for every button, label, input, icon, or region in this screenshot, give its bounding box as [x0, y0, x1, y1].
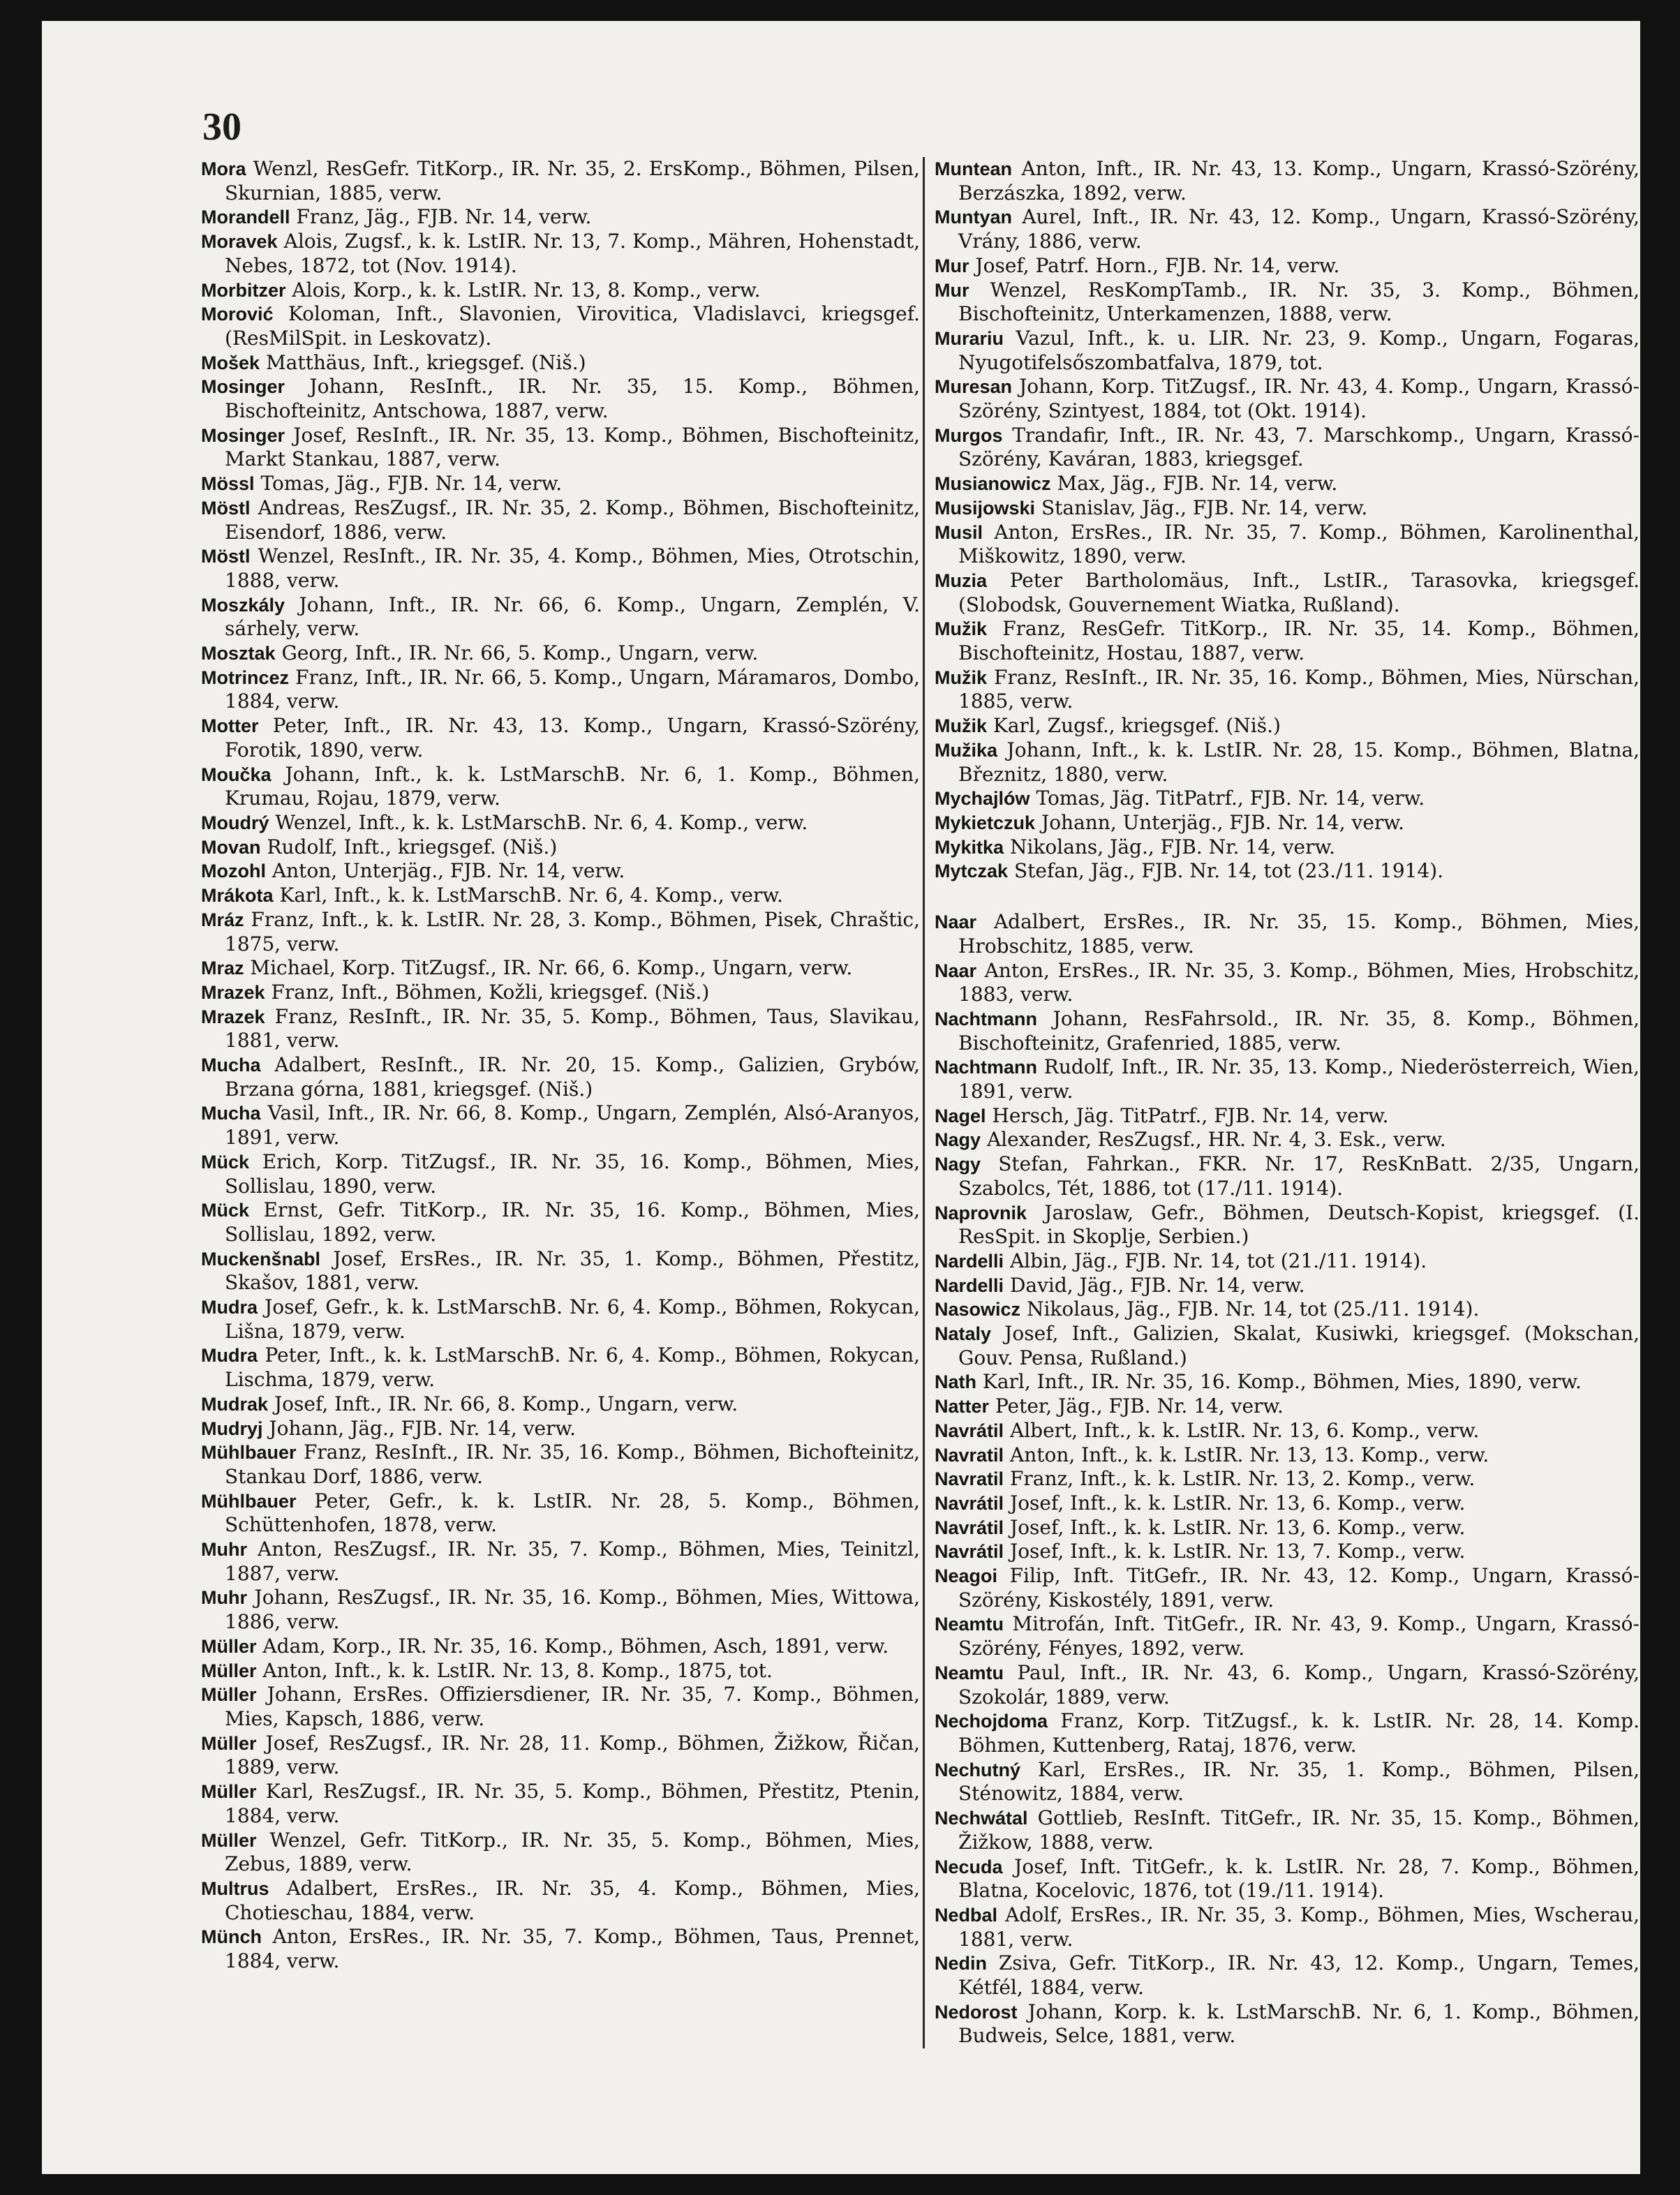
entry-details: Anton, Inft., IR. Nr. 43, 13. Komp., Ungarn, Krassó-Szörény, Berzászka, 1892, verw.	[958, 157, 1640, 204]
list-entry	[201, 1441, 920, 1489]
entry-surname: Multrus	[201, 1877, 269, 1899]
list-entry	[935, 811, 1640, 835]
entry-surname: Nechwátal	[935, 1808, 1028, 1829]
entry-details: Karl, ResZugsf., IR. Nr. 35, 5. Komp., Böhmen, Přestitz, Ptenin, 1884, verw.	[225, 1780, 920, 1827]
entry-surname: Müller	[201, 1660, 257, 1681]
entry-surname: Nechutný	[935, 1759, 1021, 1780]
entry-details: Josef, ResInft., IR. Nr. 35, 13. Komp., Böhmen, Bischofteinitz, Markt Stankau, 1887, verw.	[225, 423, 920, 471]
entry-surname: Nechojdoma	[935, 1711, 1048, 1732]
entry-details: Karl, Inft., k. k. LstMarschB. Nr. 6, 4. Komp., verw.	[279, 884, 783, 907]
entry-surname: Musil	[935, 521, 983, 543]
list-entry	[935, 1709, 1640, 1757]
list-entry	[201, 1635, 920, 1659]
entry-details: Franz, ResInft., IR. Nr. 35, 16. Komp., Böhmen, Bichofteinitz, Stankau Dorf, 1886, verw.	[225, 1441, 920, 1488]
entry-details: Johann, Inft., IR. Nr. 66, 6. Komp., Ungarn, Zemplén, V. sárhely, verw.	[225, 593, 921, 641]
entry-surname: Nagel	[935, 1105, 986, 1126]
list-entry	[935, 157, 1640, 205]
right-column	[923, 157, 1640, 2048]
entry-surname: Navrátil	[935, 1541, 1004, 1563]
entry-surname: Navratil	[935, 1468, 1004, 1490]
list-entry	[201, 472, 920, 496]
entry-surname: Moszkály	[201, 594, 285, 616]
list-entry	[935, 1903, 1640, 1951]
list-entry	[201, 666, 920, 714]
entry-details: Ernst, Gefr. TitKorp., IR. Nr. 35, 16. Komp., Böhmen, Mies, Sollislau, 1892, verw.	[225, 1198, 920, 1246]
entry-details: Johann, ResZugsf., IR. Nr. 35, 16. Komp., Böhmen, Mies, Wittowa, 1886, verw.	[225, 1586, 921, 1634]
entry-surname: Moravek	[201, 231, 278, 253]
entry-surname: Mudrak	[201, 1393, 269, 1415]
list-entry	[201, 1877, 920, 1925]
entry-surname: Mora	[201, 158, 246, 179]
list-entry	[935, 738, 1640, 787]
list-entry	[935, 1758, 1640, 1806]
entry-details: Alexander, ResZugsf., HR. Nr. 4, 3. Esk., verw.	[986, 1128, 1446, 1152]
list-entry	[201, 1659, 920, 1683]
list-entry	[201, 1683, 920, 1731]
entry-details: Hersch, Jäg. TitPatrf., FJB. Nr. 14, verw.	[992, 1103, 1389, 1127]
entry-surname: Necuda	[935, 1856, 1003, 1877]
entry-surname: Mozohl	[201, 861, 266, 882]
list-entry	[201, 351, 920, 375]
list-entry	[935, 1661, 1640, 1709]
list-entry	[201, 1150, 920, 1198]
entry-surname: Müller	[201, 1635, 257, 1657]
entry-surname: Mühlbauer	[201, 1490, 297, 1512]
entry-surname: Mudryj	[201, 1418, 263, 1439]
entry-surname: Mudra	[201, 1345, 258, 1367]
list-entry	[201, 1538, 920, 1586]
entry-details: Matthäus, Inft., kriegsgef. (Niš.)	[265, 350, 586, 374]
entry-surname: Mudra	[201, 1297, 258, 1318]
entry-surname: Mucha	[201, 1055, 261, 1076]
list-entry	[201, 641, 920, 666]
entry-details: Anton, ErsRes., IR. Nr. 35, 3. Komp., Böhmen, Mies, Hrobschitz, 1883, verw.	[958, 958, 1640, 1006]
entry-surname: Muzia	[935, 570, 988, 591]
list-entry	[201, 302, 920, 350]
entry-details: Alois, Zugsf., k. k. LstIR. Nr. 13, 7. Komp., Mähren, Hohenstadt, Nebes, 1872, tot (Nov. 1914).	[225, 230, 920, 277]
entry-details: Nikolaus, Jäg., FJB. Nr. 14, tot (25./11. 1914).	[1026, 1297, 1480, 1321]
entry-details: Johann, Korp. k. k. LstMarschB. Nr. 6, 1. Komp., Böhmen, Budweis, Selce, 1881, verw.	[958, 2000, 1640, 2048]
entry-surname: Nagy	[935, 1154, 981, 1175]
entry-surname: Mytczak	[935, 861, 1009, 882]
entry-details: Josef, Inft., k. k. LstIR. Nr. 13, 7. Komp., verw.	[1009, 1540, 1466, 1563]
list-entry	[935, 278, 1640, 327]
entry-surname: Naar	[935, 912, 977, 933]
entry-surname: Möstl	[201, 546, 251, 567]
entry-surname: Mrazek	[201, 1006, 265, 1027]
entry-details: Gottlieb, ResInft. TitGefr., IR. Nr. 35, 15. Komp., Böhmen, Žižkow, 1888, verw.	[958, 1806, 1640, 1854]
entry-surname: Nardelli	[935, 1274, 1004, 1296]
list-entry	[935, 859, 1640, 884]
entry-surname: Navratil	[935, 1444, 1004, 1466]
list-entry	[935, 2000, 1640, 2048]
list-entry	[201, 1829, 920, 1877]
list-entry	[935, 1540, 1640, 1564]
list-entry	[935, 1612, 1640, 1660]
entry-details: Wenzel, ResInft., IR. Nr. 35, 4. Komp., Böhmen, Mies, Otrotschin, 1888, verw.	[225, 544, 920, 592]
entry-surname: Nedorost	[935, 2001, 1018, 2023]
entry-details: Karl, Zugsf., kriegsgef. (Niš.)	[993, 714, 1281, 738]
entry-details: Albert, Inft., k. k. LstIR. Nr. 13, 6. Komp., verw.	[1009, 1418, 1480, 1442]
entry-details: Tomas, Jäg., FJB. Nr. 14, verw.	[260, 472, 563, 496]
entry-surname: Morović	[201, 304, 274, 325]
section-gap	[935, 884, 1640, 910]
list-entry	[201, 884, 920, 908]
entry-surname: Nardelli	[935, 1250, 1004, 1272]
entry-surname: Morbitzer	[201, 279, 286, 301]
entry-details: Josef, Gefr., k. k. LstMarschB. Nr. 6, 4. Komp., Böhmen, Rokycan, Lišna, 1879, verw.	[225, 1295, 921, 1343]
entry-details: Josef, ErsRes., IR. Nr. 35, 1. Komp., Böhmen, Přestitz, Skašov, 1881, verw.	[225, 1247, 920, 1295]
entry-details: Johann, ResFahrsold., IR. Nr. 35, 8. Komp., Böhmen, Bischofteinitz, Grafenried, 1885, verw.	[958, 1006, 1640, 1055]
entry-details: Johann, Korp. TitZugsf., IR. Nr. 43, 4. Komp., Ungarn, Krassó-Szörény, Szintyest, 1884, tot (Okt. 1914).	[958, 375, 1640, 423]
entry-details: Josef, Patrf. Horn., FJB. Nr. 14, verw.	[975, 253, 1340, 277]
entry-surname: Motrincez	[201, 667, 290, 688]
list-entry	[935, 666, 1640, 714]
entry-surname: Muresan	[935, 376, 1013, 398]
list-entry	[201, 1489, 920, 1538]
list-entry	[201, 908, 920, 956]
entry-surname: Mužik	[935, 618, 988, 640]
entry-details: Vazul, Inft., k. u. LIR. Nr. 23, 9. Komp., Ungarn, Fogaras, Nyugotifelsőszombatfalva, 1879, tot.	[958, 326, 1640, 374]
list-entry	[935, 1201, 1640, 1249]
entry-details: Franz, Jäg., FJB. Nr. 14, verw.	[296, 205, 592, 229]
list-entry	[201, 714, 920, 762]
document-page	[42, 21, 1640, 2174]
list-entry	[935, 1128, 1640, 1152]
entry-details: Georg, Inft., IR. Nr. 66, 5. Komp., Ungarn, verw.	[281, 641, 759, 665]
list-entry	[935, 1855, 1640, 1903]
entry-surname: Mrazek	[201, 981, 265, 1003]
list-entry	[201, 230, 920, 278]
list-entry	[201, 1417, 920, 1441]
list-entry	[201, 1247, 920, 1295]
list-entry	[201, 375, 920, 423]
entry-details: Johann, ResInft., IR. Nr. 35, 15. Komp., Böhmen, Bischofteinitz, Antschowa, 1887, verw.	[225, 375, 920, 423]
list-entry	[935, 496, 1640, 521]
list-entry	[201, 859, 920, 884]
entry-surname: Murariu	[935, 327, 1004, 349]
list-entry	[935, 1394, 1640, 1419]
entry-details: Peter, Inft., IR. Nr. 43, 13. Komp., Ungarn, Krassó-Szörény, Forotik, 1890, verw.	[225, 714, 921, 761]
list-entry	[935, 1249, 1640, 1274]
list-entry	[935, 1322, 1640, 1370]
list-entry	[201, 763, 920, 811]
entry-details: Johann, Jäg., FJB. Nr. 14, verw.	[269, 1416, 577, 1440]
entry-details: Johann, Inft., k. k. LstIR. Nr. 28, 15. Komp., Böhmen, Blatna, Březnitz, 1880, verw.	[958, 738, 1640, 786]
list-entry	[201, 1344, 920, 1392]
entry-details: Peter, Inft., k. k. LstMarschB. Nr. 6, 4. Komp., Böhmen, Rokycan, Lischma, 1879, verw.	[225, 1344, 920, 1392]
entry-details: Andreas, ResZugsf., IR. Nr. 35, 2. Komp., Böhmen, Bischofteinitz, Eisendorf, 1886, verw.	[225, 496, 920, 544]
list-entry	[201, 1780, 920, 1828]
entry-details: Peter, Jäg., FJB. Nr. 14, verw.	[995, 1394, 1284, 1418]
entry-surname: Muhr	[201, 1539, 247, 1561]
entry-details: Johann, ErsRes. Offiziersdiener, IR. Nr. 35, 7. Komp., Böhmen, Mies, Kapsch, 1886, verw.	[225, 1683, 920, 1730]
list-entry	[201, 811, 920, 835]
entry-details: Anton, Inft., k. k. LstIR. Nr. 13, 13. Komp., verw.	[1009, 1443, 1489, 1466]
entry-details: Karl, ErsRes., IR. Nr. 35, 1. Komp., Böhmen, Pilsen, Sténowitz, 1884, verw.	[958, 1757, 1640, 1806]
entry-surname: Nedin	[935, 1953, 988, 1974]
entry-details: Aurel, Inft., IR. Nr. 43, 12. Komp., Ungarn, Krassó-Szörény, Vrány, 1886, verw.	[958, 205, 1640, 253]
list-entry	[935, 1055, 1640, 1103]
entry-surname: Müller	[201, 1732, 257, 1754]
entry-details: Wenzl, ResGefr. TitKorp., IR. Nr. 35, 2. ErsKomp., Böhmen, Pilsen, Skurnian, 1885, verw.	[225, 157, 920, 204]
entry-surname: Murgos	[935, 424, 1003, 446]
entry-details: Rudolf, Inft., IR. Nr. 35, 13. Komp., Niederösterreich, Wien, 1891, verw.	[958, 1055, 1640, 1103]
entry-details: Franz, ResGefr. TitKorp., IR. Nr. 35, 14. Komp., Böhmen, Bischofteinitz, Hostau, 1887, verw.	[958, 617, 1640, 665]
entry-surname: Navrátil	[935, 1492, 1004, 1514]
entry-surname: Motter	[201, 715, 259, 737]
entry-details: Tomas, Jäg. TitPatrf., FJB. Nr. 14, verw.	[1036, 787, 1425, 810]
list-entry	[201, 424, 920, 472]
entry-details: Mitrofán, Inft. TitGefr., IR. Nr. 43, 9. Komp., Ungarn, Krassó-Szörény, Fényes, 1892, verw.	[958, 1612, 1640, 1660]
entry-surname: Mužika	[935, 739, 998, 761]
entry-surname: Mucha	[201, 1103, 261, 1124]
list-entry	[201, 496, 920, 544]
entry-details: Michael, Korp. TitZugsf., IR. Nr. 66, 6. Komp., Ungarn, verw.	[250, 956, 853, 980]
list-entry	[935, 835, 1640, 860]
entry-details: Johann, Unterjäg., FJB. Nr. 14, verw.	[1041, 810, 1404, 834]
entry-details: Koloman, Inft., Slavonien, Virovitica, Vladislavci, kriegsgef. (ResMilSpit. in Leskovatz).	[225, 302, 920, 350]
entry-surname: Moučka	[201, 764, 272, 785]
entry-details: Josef, ResZugsf., IR. Nr. 28, 11. Komp., Böhmen, Žižkow, Řičan, 1889, verw.	[225, 1731, 920, 1779]
left-column	[201, 157, 920, 1974]
list-entry	[935, 327, 1640, 375]
list-entry	[935, 254, 1640, 278]
entry-surname: Münch	[201, 1926, 262, 1948]
list-entry	[201, 1392, 920, 1417]
entry-details: Zsiva, Gefr. TitKorp., IR. Nr. 43, 12. Komp., Ungarn, Temes, Kétfél, 1884, verw.	[958, 1951, 1640, 2000]
list-entry	[201, 1053, 920, 1101]
entry-details: Josef, Inft., Galizien, Skalat, Kusiwki, kriegsgef. (Mokschan, Gouv. Pensa, Rußland.)	[958, 1322, 1640, 1369]
list-entry	[935, 424, 1640, 472]
list-entry	[935, 472, 1640, 496]
entry-surname: Nedbal	[935, 1904, 998, 1926]
list-entry	[935, 714, 1640, 738]
entry-surname: Nachtmann	[935, 1057, 1038, 1078]
entry-details: Adalbert, ErsRes., IR. Nr. 35, 4. Komp., Böhmen, Mies, Chotieschau, 1884, verw.	[225, 1876, 920, 1924]
entry-details: Paul, Inft., IR. Nr. 43, 6. Komp., Ungarn, Krassó-Szörény, Szokolár, 1889, verw.	[958, 1660, 1640, 1709]
entry-details: Adam, Korp., IR. Nr. 35, 16. Komp., Böhmen, Asch, 1891, verw.	[262, 1634, 889, 1658]
list-entry	[935, 787, 1640, 811]
list-entry	[935, 205, 1640, 253]
entry-surname: Mrákota	[201, 885, 274, 907]
entry-surname: Mošek	[201, 352, 260, 373]
list-entry	[201, 1005, 920, 1053]
entry-surname: Morandell	[201, 207, 290, 228]
list-entry	[201, 593, 920, 641]
entry-details: Peter, Gefr., k. k. LstIR. Nr. 28, 5. Komp., Böhmen, Schüttenhofen, 1878, verw.	[225, 1489, 920, 1537]
list-entry	[935, 1516, 1640, 1540]
list-entry	[201, 278, 920, 303]
entry-surname: Mosinger	[201, 424, 285, 446]
entry-details: Vasil, Inft., IR. Nr. 66, 8. Komp., Ungarn, Zemplén, Alsó-Aranyos, 1891, verw.	[225, 1101, 920, 1149]
entry-surname: Mychajlów	[935, 788, 1030, 810]
entry-details: Anton, ResZugsf., IR. Nr. 35, 7. Komp., Böhmen, Mies, Teinitzl, 1887, verw.	[225, 1538, 920, 1585]
entry-surname: Mužik	[935, 667, 988, 688]
entry-surname: Mraz	[201, 958, 244, 979]
entry-surname: Naar	[935, 960, 977, 981]
list-entry	[935, 617, 1640, 665]
list-entry	[935, 1007, 1640, 1055]
entry-details: Franz, Inft., k. k. LstIR. Nr. 13, 2. Komp., verw.	[1009, 1467, 1475, 1491]
list-entry	[935, 1297, 1640, 1322]
entry-surname: Mössl	[201, 473, 255, 495]
entry-details: Josef, Inft., k. k. LstIR. Nr. 13, 6. Komp., verw.	[1009, 1491, 1466, 1515]
entry-details: Filip, Inft. TitGefr., IR. Nr. 43, 12. Komp., Ungarn, Krassó-Szörény, Kiskostély, 1891, verw.	[958, 1564, 1640, 1612]
list-entry	[201, 956, 920, 981]
entry-details: Adalbert, ResInft., IR. Nr. 20, 15. Komp., Galizien, Grybów, Brzana górna, 1881, kriegsgef. (Niš.)	[225, 1053, 920, 1101]
entry-surname: Musianowicz	[935, 473, 1051, 495]
list-entry	[935, 1370, 1640, 1394]
entry-surname: Müller	[201, 1684, 257, 1706]
entry-surname: Mück	[201, 1151, 250, 1173]
entry-surname: Nataly	[935, 1323, 992, 1345]
list-entry	[201, 1586, 920, 1634]
list-entry	[201, 1101, 920, 1149]
entry-surname: Muhr	[201, 1587, 247, 1609]
entry-surname: Natter	[935, 1396, 990, 1418]
entry-surname: Nagy	[935, 1129, 981, 1151]
list-entry	[935, 521, 1640, 569]
entry-details: Nikolans, Jäg., FJB. Nr. 14, verw.	[1009, 835, 1336, 858]
entry-details: Trandafir, Inft., IR. Nr. 43, 7. Marschkomp., Ungarn, Krassó-Szörény, Kaváran, 1883, kriegsgef.	[958, 423, 1640, 471]
list-entry	[935, 1491, 1640, 1516]
entry-details: Wenzel, ResKompTamb., IR. Nr. 35, 3. Komp., Böhmen, Bischofteinitz, Unterkamenzen, 1888, verw.	[958, 278, 1640, 326]
entry-surname: Mur	[935, 279, 969, 301]
entry-surname: Neagoi	[935, 1565, 998, 1587]
list-entry	[935, 569, 1640, 617]
list-entry	[935, 375, 1640, 423]
entry-surname: Mosztak	[201, 643, 276, 664]
entry-details: Albin, Jäg., FJB. Nr. 14, tot (21./11. 1914).	[1009, 1249, 1427, 1272]
entry-details: Josef, Inft. TitGefr., k. k. LstIR. Nr. 28, 7. Komp., Böhmen, Blatna, Kocelovic, 1876, tot (19./11. 1914).	[958, 1854, 1640, 1903]
list-entry	[201, 544, 920, 593]
entry-surname: Navrátil	[935, 1420, 1004, 1441]
list-entry	[935, 959, 1640, 1007]
list-entry	[201, 157, 920, 205]
entry-details: Stefan, Fahrkan., FKR. Nr. 17, ResKnBatt. 2/35, Ungarn, Szabolcs, Tét, 1886, tot (17./11. 1914).	[958, 1152, 1640, 1200]
list-entry	[201, 835, 920, 860]
list-entry	[201, 1198, 920, 1247]
entry-surname: Muntyan	[935, 207, 1012, 228]
page-number: 30	[202, 105, 241, 149]
entry-details: Erich, Korp. TitZugsf., IR. Nr. 35, 16. Komp., Böhmen, Mies, Sollislau, 1890, verw.	[225, 1149, 921, 1198]
entry-details: Karl, Inft., IR. Nr. 35, 16. Komp., Böhmen, Mies, 1890, verw.	[982, 1370, 1582, 1394]
entry-details: Josef, Inft., IR. Nr. 66, 8. Komp., Ungarn, verw.	[274, 1392, 738, 1415]
entry-details: Anton, Inft., k. k. LstIR. Nr. 13, 8. Komp., 1875, tot.	[262, 1658, 773, 1682]
entry-surname: Nachtmann	[935, 1008, 1038, 1029]
entry-details: David, Jäg., FJB. Nr. 14, verw.	[1009, 1273, 1305, 1297]
list-entry	[935, 1806, 1640, 1854]
entry-details: Adolf, ErsRes., IR. Nr. 35, 3. Komp., Böhmen, Mies, Wscherau, 1881, verw.	[958, 1903, 1640, 1951]
entry-details: Johann, Inft., k. k. LstMarschB. Nr. 6, 1. Komp., Böhmen, Krumau, Rojau, 1879, verw.	[225, 762, 921, 810]
entry-surname: Neamtu	[935, 1614, 1004, 1635]
entry-surname: Müller	[201, 1829, 257, 1851]
entry-details: Wenzel, Inft., k. k. LstMarschB. Nr. 6, 4. Komp., verw.	[275, 810, 808, 834]
list-entry	[935, 1951, 1640, 2000]
list-entry	[935, 1104, 1640, 1129]
entry-surname: Mosinger	[201, 376, 285, 398]
right-column-m-entries	[935, 157, 1640, 884]
entry-details: Stefan, Jäg., FJB. Nr. 14, tot (23./11. 1914).	[1013, 859, 1444, 883]
entry-details: Franz, Inft., k. k. LstIR. Nr. 28, 3. Komp., Böhmen, Pisek, Chraštic, 1875, verw.	[225, 907, 921, 955]
entry-surname: Mužik	[935, 715, 988, 737]
entry-surname: Neamtu	[935, 1662, 1004, 1683]
entry-details: Franz, Inft., Böhmen, Kožli, kriegsgef. (Niš.)	[271, 980, 710, 1004]
entry-details: Franz, Korp. TitZugsf., k. k. LstIR. Nr. 28, 14. Komp. Böhmen, Kuttenberg, Rataj, 1876, verw.	[958, 1709, 1640, 1757]
entry-details: Max, Jäg., FJB. Nr. 14, verw.	[1057, 472, 1338, 496]
entry-details: Franz, ResInft., IR. Nr. 35, 16. Komp., Böhmen, Mies, Nürschan, 1885, verw.	[958, 665, 1640, 713]
entry-details: Peter Bartholomäus, Inft., LstIR., Tarasovka, kriegsgef. (Slobodsk, Gouvernement Wiatka, Rußland).	[958, 568, 1640, 616]
list-entry	[935, 1467, 1640, 1491]
entry-details: Jaroslaw, Gefr., Böhmen, Deutsch-Kopist, kriegsgef. (I. ResSpit. in Skoplje, Serbien.)	[958, 1200, 1640, 1249]
list-entry	[201, 1732, 920, 1780]
entry-surname: Mykietczuk	[935, 812, 1036, 833]
list-entry	[935, 1152, 1640, 1200]
entry-details: Anton, ErsRes., IR. Nr. 35, 7. Komp., Böhmen, Karolinenthal, Miškowitz, 1890, verw.	[958, 520, 1640, 568]
list-entry	[935, 1564, 1640, 1612]
entry-surname: Möstl	[201, 497, 251, 519]
entry-surname: Muckenšnabl	[201, 1248, 321, 1270]
list-entry	[935, 1443, 1640, 1468]
entry-surname: Mück	[201, 1200, 250, 1221]
entry-surname: Nasowicz	[935, 1299, 1021, 1320]
entry-surname: Mráz	[201, 909, 244, 930]
list-entry	[201, 205, 920, 230]
entry-surname: Moudrý	[201, 812, 269, 833]
entry-details: Franz, ResInft., IR. Nr. 35, 5. Komp., Böhmen, Taus, Slavikau, 1881, verw.	[225, 1004, 920, 1052]
entry-details: Wenzel, Gefr. TitKorp., IR. Nr. 35, 5. Komp., Böhmen, Mies, Zebus, 1889, verw.	[225, 1828, 920, 1876]
entry-details: Anton, Unterjäg., FJB. Nr. 14, verw.	[272, 859, 625, 883]
entry-details: Rudolf, Inft., kriegsgef. (Niš.)	[267, 835, 558, 858]
entry-details: Stanislav, Jäg., FJB. Nr. 14, verw.	[1041, 496, 1368, 519]
entry-details: Adalbert, ErsRes., IR. Nr. 35, 15. Komp., Böhmen, Mies, Hrobschitz, 1885, verw.	[958, 910, 1640, 958]
entry-surname: Musijowski	[935, 497, 1036, 519]
right-column-n-entries	[935, 910, 1640, 2048]
entry-surname: Mühlbauer	[201, 1442, 297, 1464]
list-entry	[201, 1295, 920, 1344]
entry-surname: Movan	[201, 836, 261, 858]
list-entry	[201, 1925, 920, 1973]
entry-surname: Navrátil	[935, 1517, 1004, 1538]
entry-surname: Müller	[201, 1781, 257, 1803]
entry-surname: Mur	[935, 255, 969, 276]
list-entry	[935, 1274, 1640, 1298]
entry-details: Franz, Inft., IR. Nr. 66, 5. Komp., Ungarn, Máramaros, Dombo, 1884, verw.	[225, 665, 921, 713]
list-entry	[201, 981, 920, 1005]
entry-details: Josef, Inft., k. k. LstIR. Nr. 13, 6. Komp., verw.	[1009, 1515, 1466, 1539]
entry-surname: Nath	[935, 1371, 976, 1393]
list-entry	[935, 1419, 1640, 1443]
entry-details: Alois, Korp., k. k. LstIR. Nr. 13, 8. Komp., verw.	[292, 278, 761, 302]
entry-details: Anton, ErsRes., IR. Nr. 35, 7. Komp., Böhmen, Taus, Prennet, 1884, verw.	[225, 1925, 920, 1973]
entry-surname: Mykitka	[935, 836, 1004, 858]
entry-surname: Naprovnik	[935, 1202, 1027, 1223]
list-entry	[935, 910, 1640, 958]
entry-surname: Muntean	[935, 158, 1012, 179]
